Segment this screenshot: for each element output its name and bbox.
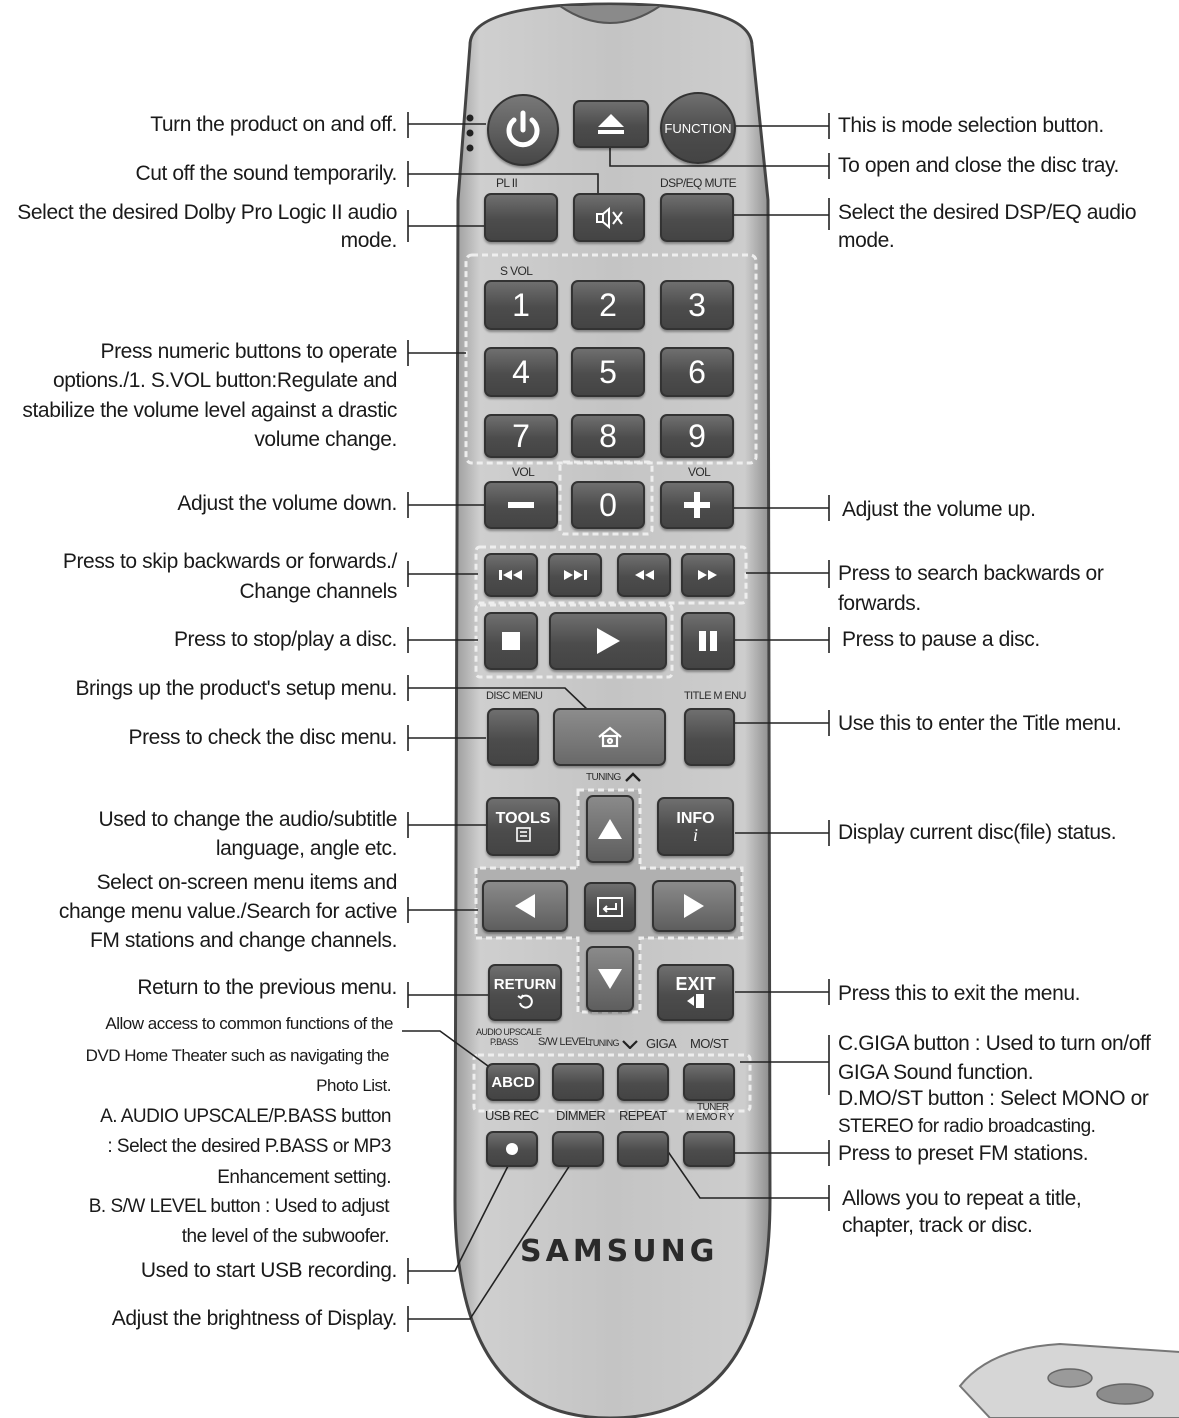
mute-icon: [594, 206, 624, 230]
annotation-mute: Cut off the sound temporarily.: [135, 162, 397, 185]
tools-button[interactable]: [486, 797, 560, 856]
number-1-button[interactable]: [484, 280, 558, 330]
skip-forward-icon: [562, 569, 588, 581]
tools-icon: [514, 827, 532, 843]
info-icon: i: [692, 824, 698, 845]
p-bass-label: P.BASS: [490, 1037, 518, 1047]
stop-icon: [502, 632, 520, 650]
annotation-exit: Press this to exit the menu.: [838, 982, 1081, 1005]
annotation-dimmer: Adjust the brightness of Display.: [111, 1307, 397, 1330]
down-arrow-button[interactable]: [586, 946, 634, 1012]
tuner-memory-button[interactable]: [683, 1131, 735, 1167]
number-7-button[interactable]: [484, 414, 558, 458]
brand-logo: SAMSUNG: [520, 1234, 719, 1269]
pause-icon: [699, 631, 717, 651]
fast-forward-button[interactable]: [681, 553, 735, 597]
s-vol-label: S VOL: [500, 264, 533, 278]
pause-button[interactable]: [681, 612, 735, 670]
annotation-search-line2: forwards.: [838, 592, 921, 615]
annotation-return: Return to the previous menu.: [137, 976, 397, 999]
annotation-most-line1: D.MO/ST button : Select MONO or: [838, 1087, 1149, 1110]
eject-icon: [596, 112, 626, 136]
power-icon: [501, 108, 545, 152]
annotation-a-line1: A. AUDIO UPSCALE/P.BASS button: [100, 1106, 391, 1127]
number-2-button[interactable]: [571, 280, 645, 330]
mo-st-button[interactable]: [683, 1063, 735, 1101]
sw-level-button[interactable]: [552, 1063, 604, 1101]
annotation-usb-rec: Used to start USB recording.: [140, 1259, 397, 1282]
fast-forward-icon: [697, 569, 719, 581]
minus-icon: [508, 501, 534, 509]
usb-rec-button[interactable]: [486, 1131, 538, 1167]
number-6-label: 6: [688, 353, 706, 390]
volume-down-button[interactable]: [484, 481, 558, 529]
annotation-skip-line2: Change channels: [239, 580, 397, 603]
plus-icon: [684, 492, 710, 518]
annotation-volume-up: Adjust the volume up.: [842, 498, 1036, 521]
annotation-repeat-line1: Allows you to repeat a title,: [842, 1187, 1082, 1210]
annotation-common-line2: DVD Home Theater such as navigating the: [85, 1046, 389, 1065]
title-menu-button[interactable]: [684, 708, 735, 766]
record-icon: [505, 1142, 519, 1156]
play-icon: [595, 627, 621, 655]
number-8-button[interactable]: [571, 414, 645, 458]
up-arrow-button[interactable]: [586, 795, 634, 863]
return-label: RETURN: [493, 976, 557, 993]
enter-button[interactable]: [584, 882, 636, 932]
info-button[interactable]: [657, 797, 734, 856]
annotation-giga-line1: C.GIGA button : Used to turn on/off: [838, 1032, 1151, 1055]
number-9-button[interactable]: [660, 414, 734, 458]
home-button[interactable]: [553, 708, 666, 766]
disc-menu-button[interactable]: [487, 708, 539, 766]
right-arrow-button[interactable]: [652, 880, 736, 932]
home-icon: [597, 726, 623, 748]
annotation-b-line1: B. S/W LEVEL button : Used to adjust: [88, 1196, 389, 1217]
annotation-preset: Press to preset FM stations.: [838, 1142, 1089, 1165]
number-2-label: 2: [599, 286, 617, 323]
title-menu-label: TITLE M ENU: [684, 690, 746, 702]
tuning-down-chevron-icon: [622, 1040, 638, 1049]
dsp-eq-button[interactable]: [660, 193, 734, 242]
annotation-eject: To open and close the disc tray.: [838, 154, 1119, 177]
rewind-button[interactable]: [617, 553, 671, 597]
abcd-label: ABCD: [491, 1073, 535, 1091]
skip-back-button[interactable]: [484, 553, 538, 597]
rewind-icon: [633, 569, 655, 581]
annotation-dolby-line1: Select the desired Dolby Pro Logic II audio: [17, 201, 397, 224]
dimmer-button[interactable]: [552, 1131, 604, 1167]
annotation-dsp-line1: Select the desired DSP/EQ audio: [838, 201, 1137, 224]
abcd-button[interactable]: [486, 1063, 540, 1101]
number-0-label: 0: [599, 486, 617, 523]
exit-button[interactable]: [657, 964, 734, 1021]
repeat-button[interactable]: [617, 1131, 669, 1167]
annotation-dolby-line2: mode.: [340, 229, 397, 252]
annotation-title-menu: Use this to enter the Title menu.: [838, 712, 1122, 735]
annotation-most-line2: STEREO for radio broadcasting.: [838, 1116, 1096, 1137]
annotation-volume-down: Adjust the volume down.: [177, 492, 397, 515]
annotation-nav-line1: Select on-screen menu items and: [96, 871, 397, 894]
tuning-up-chevron-icon: [624, 772, 642, 782]
stop-button[interactable]: [484, 612, 538, 670]
annotation-common-line1: Allow access to common functions of the: [105, 1014, 393, 1033]
annotation-nav-line2: change menu value./Search for active: [58, 900, 397, 923]
tools-label: TOOLS: [495, 810, 551, 827]
audio-upscale-label: AUDIO UPSCALE: [476, 1027, 542, 1037]
annotation-b-line2: the level of the subwoofer.: [181, 1226, 389, 1247]
return-button[interactable]: [488, 964, 562, 1021]
left-arrow-icon: [514, 893, 536, 919]
exit-icon: [686, 993, 706, 1009]
number-4-button[interactable]: [484, 347, 558, 397]
annotation-a-line2: : Select the desired P.BASS or MP3: [107, 1136, 391, 1157]
giga-label: GIGA: [646, 1036, 677, 1051]
function-button[interactable]: [660, 92, 736, 164]
annotation-function: This is mode selection button.: [838, 114, 1104, 137]
annotation-a-line3: Enhancement setting.: [217, 1167, 391, 1188]
annotation-dsp-line2: mode.: [838, 229, 895, 252]
tuning-up-label: TUNING: [586, 772, 621, 783]
annotation-info: Display current disc(file) status.: [838, 821, 1117, 844]
skip-forward-button[interactable]: [548, 553, 602, 597]
number-0-button[interactable]: [571, 481, 645, 529]
annotation-stop-play: Press to stop/play a disc.: [173, 628, 397, 651]
annotation-setup: Brings up the product's setup menu.: [75, 677, 397, 700]
number-3-button[interactable]: [660, 280, 734, 330]
eject-button[interactable]: [573, 100, 649, 148]
annotation-search-line1: Press to search backwards or: [838, 562, 1104, 585]
pl2-label: PL II: [496, 176, 518, 190]
dsp-eq-mute-label: DSP/EQ MUTE: [660, 176, 737, 190]
vol-down-label: VOL: [512, 465, 535, 479]
number-5-button[interactable]: [571, 347, 645, 397]
disc-menu-label: DISC MENU: [486, 690, 543, 702]
number-9-label: 9: [688, 417, 706, 454]
number-5-label: 5: [599, 353, 617, 390]
pl2-button[interactable]: [484, 193, 558, 242]
down-arrow-icon: [597, 968, 623, 990]
annotation-numeric-line3: stabilize the volume level against a drastic: [22, 399, 397, 422]
number-8-label: 8: [599, 417, 617, 454]
annotation-repeat-line2: chapter, track or disc.: [842, 1214, 1033, 1237]
right-arrow-icon: [683, 893, 705, 919]
info-label: INFO: [676, 809, 715, 827]
annotation-numeric-line2: options./1. S.VOL button:Regulate and: [52, 369, 397, 392]
number-1-label: 1: [512, 286, 530, 323]
giga-button[interactable]: [617, 1063, 669, 1101]
annotation-numeric-line4: volume change.: [254, 428, 397, 451]
left-arrow-button[interactable]: [482, 880, 568, 932]
annotation-power: Turn the product on and off.: [150, 113, 397, 136]
skip-back-icon: [498, 569, 524, 581]
annotation-pause: Press to pause a disc.: [842, 628, 1040, 651]
enter-icon: [596, 896, 624, 918]
remote-corner-illustration: [950, 1338, 1179, 1418]
vol-up-label: VOL: [688, 465, 711, 479]
exit-label: EXIT: [675, 974, 716, 994]
play-button[interactable]: [549, 612, 667, 670]
usb-rec-label: USB REC: [485, 1108, 539, 1123]
annotation-disc-menu: Press to check the disc menu.: [128, 726, 397, 749]
power-button[interactable]: [487, 94, 559, 166]
number-3-label: 3: [688, 286, 706, 323]
annotation-numeric-line1: Press numeric buttons to operate: [100, 340, 397, 363]
mute-button[interactable]: [573, 193, 645, 242]
dimmer-label: DIMMER: [556, 1108, 606, 1123]
annotation-tools-line1: Used to change the audio/subtitle: [98, 808, 397, 831]
memory-label: M EMO R Y: [686, 1112, 734, 1123]
annotation-giga-line2: GIGA Sound function.: [838, 1061, 1034, 1084]
annotation-tools-line2: language, angle etc.: [215, 837, 397, 860]
volume-up-button[interactable]: [660, 481, 734, 529]
function-label: FUNCTION: [664, 120, 732, 136]
number-7-label: 7: [512, 417, 530, 454]
repeat-label: REPEAT: [619, 1108, 667, 1123]
annotation-skip-line1: Press to skip backwards or forwards./: [62, 550, 397, 573]
tuning-down-label: TUNING: [588, 1038, 619, 1048]
number-6-button[interactable]: [660, 347, 734, 397]
up-arrow-icon: [597, 818, 623, 840]
number-4-label: 4: [512, 353, 530, 390]
sw-level-label: S/W LEVEL: [538, 1036, 591, 1048]
annotation-nav-line3: FM stations and change channels.: [89, 929, 397, 952]
annotation-common-line3: Photo List.: [316, 1076, 391, 1095]
tuner-label: TUNER: [697, 1102, 729, 1113]
return-icon: [517, 993, 533, 1009]
mo-st-label: MO/ST: [690, 1036, 729, 1051]
